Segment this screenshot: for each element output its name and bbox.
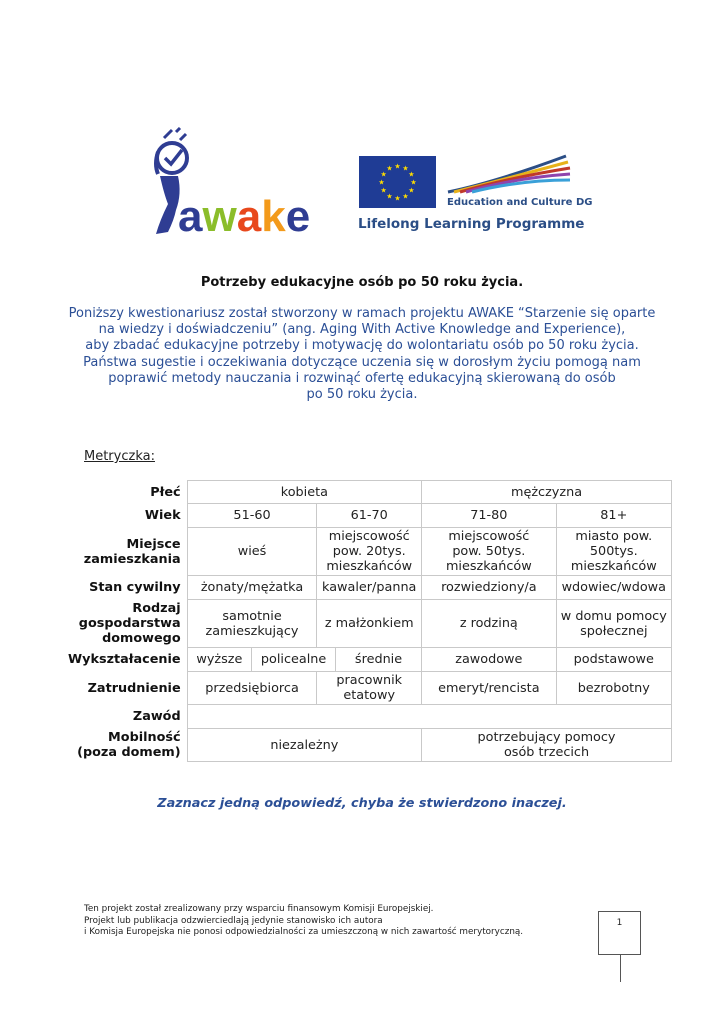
option-cell[interactable]: 61-70 — [317, 504, 422, 528]
eu-star-icon: ★ — [386, 192, 393, 201]
option-cell[interactable] — [187, 729, 421, 762]
eu-star-icon: ★ — [402, 192, 409, 201]
option-cell[interactable]: policealne — [252, 648, 336, 672]
page-number: 1 — [616, 918, 623, 928]
option-cell[interactable] — [187, 600, 317, 648]
option-cell[interactable] — [187, 528, 317, 576]
row-label-residence — [66, 528, 187, 576]
option-cell[interactable] — [556, 672, 671, 705]
option-line: miejscowość — [328, 529, 410, 544]
option-cell[interactable]: 51-60 — [187, 504, 317, 528]
option-cell[interactable]: kobieta — [187, 481, 421, 504]
intro-line: na wiedzy i doświadczeniu” (ang. Aging With Active Knowledge and Experience), — [98, 322, 626, 338]
table-row — [66, 576, 672, 600]
table-row — [66, 504, 672, 528]
page-number-line — [620, 954, 621, 982]
option-line: mieszkańców — [570, 559, 657, 574]
option-cell[interactable] — [422, 528, 557, 576]
eu-star-icon: ★ — [408, 170, 415, 179]
option-cell[interactable]: podstawowe — [556, 648, 671, 672]
eu-star-icon: ★ — [408, 186, 415, 195]
awake-letter: a — [236, 192, 262, 241]
option-cell[interactable] — [317, 528, 422, 576]
option-line: pow. 20tys. — [332, 544, 406, 559]
programme-text: Lifelong Learning Programme — [358, 216, 585, 232]
dg-text: Education and Culture DG — [447, 197, 593, 208]
option-line: mieszkańców — [445, 559, 532, 574]
option-line: przedsiębiorca — [205, 680, 299, 696]
option-line: osób trzecich — [503, 745, 590, 760]
label-line: domowego — [102, 631, 181, 646]
option-line: samotnie — [222, 608, 282, 624]
row-label-household — [66, 600, 187, 648]
section-label: Metryczka: — [84, 449, 155, 464]
option-line: z rodziną — [459, 616, 518, 631]
option-cell[interactable]: żonaty/mężatka — [187, 576, 317, 600]
table-row — [66, 600, 672, 648]
option-cell[interactable] — [556, 528, 671, 576]
option-cell[interactable]: średnie — [335, 648, 421, 672]
option-line: pow. 50tys. — [452, 544, 526, 559]
row-label-age: Wiek — [144, 508, 181, 523]
intro-line: poprawić metody nauczania i rozwinąć ofertę edukacyjną skierowaną do osób — [108, 370, 616, 386]
eu-star-icon: ★ — [394, 162, 401, 171]
eu-star-icon: ★ — [380, 186, 387, 195]
footer-line: Ten projekt został zrealizowany przy wsparciu finansowym Komisji Europejskiej. — [84, 904, 434, 914]
awake-letter: e — [285, 192, 311, 241]
option-line: wieś — [237, 544, 267, 559]
label-line: Miejsce — [126, 536, 181, 552]
eu-star-icon: ★ — [402, 164, 409, 173]
option-line: społecznej — [580, 623, 648, 639]
eu-star-icon: ★ — [386, 164, 393, 173]
option-line: potrzebujący pomocy — [477, 730, 616, 745]
footer-line: Projekt lub publikacja odzwierciedlają jedynie stanowisko ich autora — [84, 915, 383, 926]
row-label-mobility — [66, 729, 187, 762]
option-cell[interactable]: 81+ — [556, 504, 671, 528]
option-cell[interactable] — [422, 672, 557, 705]
option-cell[interactable] — [317, 600, 422, 648]
intro-line: aby zbadać edukacyjne potrzeby i motywację do wolontariatu osób po 50 roku życia. — [85, 338, 639, 354]
awake-letter: k — [261, 192, 286, 241]
instruction-note: Zaznacz jedną odpowiedź, chyba że stwierdzono inaczej. — [157, 796, 567, 811]
option-line: zamieszkujący — [205, 623, 299, 639]
intro-line: Państwa sugestie i oczekiwania dotyczące uczenia się w dorosłym życiu pomogą nam — [83, 354, 641, 370]
option-cell[interactable] — [422, 600, 557, 648]
page-title: Potrzeby edukacyjne osób po 50 roku życia. — [200, 275, 524, 290]
label-line: Rodzaj — [132, 601, 181, 616]
awake-letter: a — [178, 192, 203, 241]
intro-line: po 50 roku życia. — [306, 387, 418, 403]
option-cell[interactable]: rozwiedziony/a — [422, 576, 557, 600]
footer-line: i Komisja Europejska nie ponosi odpowiedzialności za umieszczoną w nich zawartość merytoryczną. — [84, 927, 524, 938]
row-label-sex: Płeć — [150, 484, 181, 500]
option-cell[interactable] — [317, 672, 422, 705]
table-row — [66, 481, 672, 504]
eu-flag-icon — [359, 156, 436, 208]
awake-letter: w — [202, 192, 237, 241]
eu-star-icon: ★ — [410, 178, 417, 187]
label-line: Mobilność — [108, 730, 181, 745]
table-row — [66, 705, 672, 729]
option-line: etatowy — [343, 688, 396, 703]
option-cell[interactable]: kawaler/panna — [317, 576, 422, 600]
row-label-employment: Zatrudnienie — [87, 680, 181, 696]
table-row — [66, 672, 672, 705]
label-line: zamieszkania — [83, 551, 181, 567]
option-cell[interactable]: 71-80 — [422, 504, 557, 528]
option-cell[interactable]: wyższe — [187, 648, 252, 672]
awake-wordmark — [178, 192, 310, 242]
demographics-table — [66, 480, 672, 762]
option-line: z małżonkiem — [324, 616, 414, 631]
eu-star-icon: ★ — [378, 178, 385, 187]
intro-paragraph — [60, 306, 664, 403]
footer-disclaimer — [84, 904, 523, 939]
option-cell[interactable]: mężczyzna — [422, 481, 672, 504]
eu-star-icon: ★ — [380, 170, 387, 179]
profession-input-cell[interactable] — [187, 705, 671, 729]
row-label-civil: Stan cywilny — [89, 580, 181, 595]
intro-line: Poniższy kwestionariusz został stworzony w ramach projektu AWAKE “Starzenie się oparte — [68, 306, 656, 321]
option-line: mieszkańców — [326, 559, 413, 574]
table-row — [66, 528, 672, 576]
option-cell[interactable] — [187, 672, 317, 705]
option-line: 500tys. — [589, 544, 638, 559]
label-line: (poza domem) — [77, 745, 181, 760]
table-row — [66, 648, 672, 672]
option-cell[interactable]: wdowiec/wdowa — [556, 576, 671, 600]
option-line: w domu pomocy — [560, 608, 667, 624]
option-cell[interactable] — [422, 729, 672, 762]
option-line: pracownik — [336, 673, 403, 688]
option-line: miejscowość — [448, 529, 530, 544]
eu-star-icon: ★ — [394, 194, 401, 203]
option-line: emeryt/rencista — [438, 680, 540, 696]
option-line: niezależny — [270, 737, 339, 753]
label-line: gospodarstwa — [78, 616, 181, 631]
option-cell[interactable]: zawodowe — [422, 648, 557, 672]
table-row — [66, 729, 672, 762]
option-cell[interactable] — [556, 600, 671, 648]
row-label-education: Wykształacenie — [68, 652, 181, 667]
row-label-profession: Zawód — [132, 709, 181, 724]
option-line: bezrobotny — [577, 680, 650, 696]
option-line: miasto pow. — [575, 529, 653, 544]
education-swoosh-icon — [446, 152, 572, 196]
